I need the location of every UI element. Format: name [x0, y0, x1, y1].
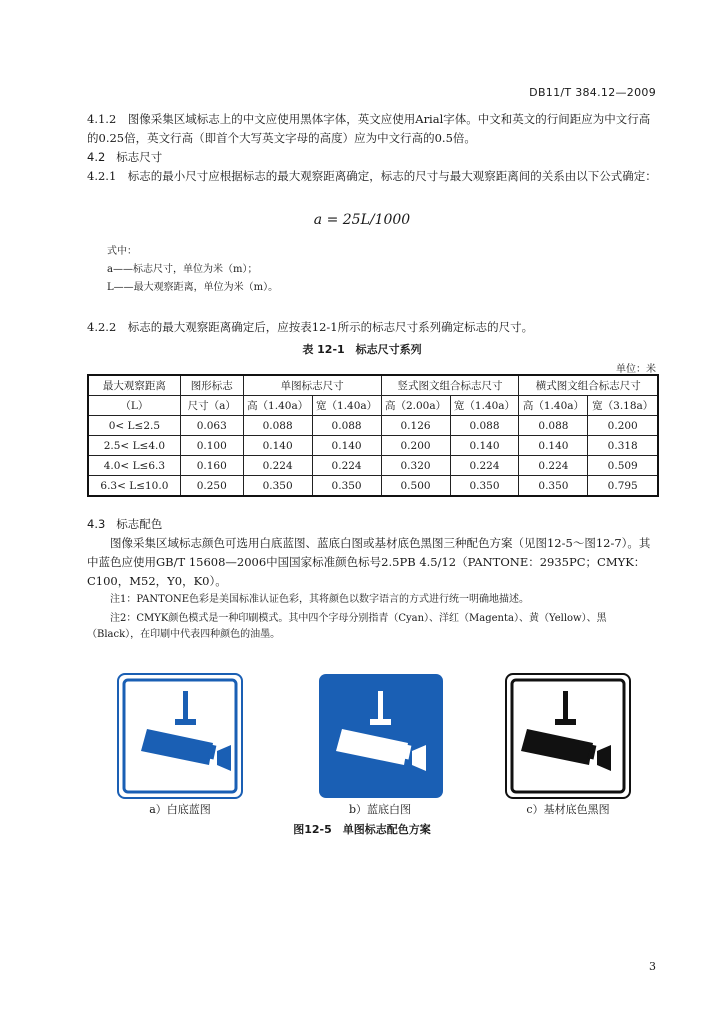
- table-row: [88, 416, 658, 436]
- header-cell: 高（1.40a）: [243, 396, 312, 416]
- table-row: [88, 476, 658, 497]
- header-cell: 高（2.00a）: [381, 396, 450, 416]
- table-cell: 0.350: [519, 476, 588, 497]
- section-4-3-heading: [87, 515, 659, 534]
- table-cell: 0.350: [312, 476, 381, 497]
- table-cell: 0.088: [450, 416, 519, 436]
- table-cell: 2.5< L≤4.0: [88, 436, 180, 456]
- header-cell: 尺寸（a）: [180, 396, 243, 416]
- table-cell: 0.160: [180, 456, 243, 476]
- table-cell: 0.250: [180, 476, 243, 497]
- table-cell: 0.200: [588, 416, 658, 436]
- table-cell: 0.126: [381, 416, 450, 436]
- header-cell: 图形标志: [180, 375, 243, 396]
- table-cell: 0.063: [180, 416, 243, 436]
- table-cell: 0.224: [519, 456, 588, 476]
- table-header-row: [88, 375, 658, 396]
- figure-caption-c: c）基材底色黑图: [526, 803, 610, 816]
- table-unit: 单位：米: [616, 364, 656, 375]
- table-cell: 0.140: [519, 436, 588, 456]
- document-id: DB11/T 384.12—2009: [529, 86, 656, 99]
- table-header-row: [88, 396, 658, 416]
- table-cell: 0.088: [312, 416, 381, 436]
- table-row: [88, 456, 658, 476]
- table-cell: 4.0< L≤6.3: [88, 456, 180, 476]
- figure-caption-a: a）白底蓝图: [149, 803, 211, 816]
- note-2: 注2：CMYK颜色模式是一种印刷模式。其中四个字母分别指青（Cyan）、洋红（Magenta）、黄（Yellow）、黑（Black），在印刷中代表四种颜色的油墨。: [87, 613, 607, 640]
- table-cell: 0.350: [450, 476, 519, 497]
- table-cell: 0.224: [450, 456, 519, 476]
- table-cell: 0.088: [243, 416, 312, 436]
- section-title: 标志配色: [116, 517, 163, 531]
- table-cell: 0.350: [243, 476, 312, 497]
- table-cell: 0.500: [381, 476, 450, 497]
- figure-title: 图12-5 单图标志配色方案: [293, 823, 431, 836]
- section-title: 标志尺寸: [116, 150, 163, 164]
- paragraph-4-1-2: 4.1.2 图像采集区域标志上的中文应使用黑体字体，英文应使用Arial字体。中文和英文的行间距应为中文行高的0.25倍，英文行高（即首个大写英文字母的高度）应为中文行高的0.5倍。: [87, 112, 651, 145]
- where-L: L——最大观察距离，单位为米（m）。: [107, 282, 279, 293]
- header-cell: （L）: [88, 396, 180, 416]
- table-cell: 6.3< L≤10.0: [88, 476, 180, 497]
- paragraph-4-3: 图像采集区域标志颜色可选用白底蓝图、蓝底白图或基材底色黑图三种配色方案（见图12-5～图12-7）。其中蓝色应使用GB/T 15608—2006中国国家标准颜色标号2.5PB 4.5/12（PANTONE：2935PC；CMYK：C100，M52，Y0，K0）。: [87, 536, 651, 588]
- header-cell: 高（1.40a）: [519, 396, 588, 416]
- table-cell: 0.224: [312, 456, 381, 476]
- table-cell: 0.140: [312, 436, 381, 456]
- paragraph-4-2-1: 4.2.1 标志的最小尺寸应根据标志的最大观察距离确定，标志的尺寸与最大观察距离间的关系由以下公式确定：: [87, 169, 657, 183]
- header-cell: 宽（1.40a）: [450, 396, 519, 416]
- table-title: 表 12-1 标志尺寸系列: [302, 343, 422, 356]
- table-cell: 0.509: [588, 456, 658, 476]
- camera-sign-white-blue: [117, 673, 243, 799]
- table-cell: 0.224: [243, 456, 312, 476]
- header-cell: 宽（1.40a）: [312, 396, 381, 416]
- section-4-2-heading: [87, 148, 659, 167]
- header-cell: 竖式图文组合标志尺寸: [381, 375, 519, 396]
- table-row: [88, 436, 658, 456]
- where-label: 式中：: [107, 246, 137, 257]
- figure-caption-b: b）蓝底白图: [348, 803, 412, 816]
- table-cell: 0.088: [519, 416, 588, 436]
- table-cell: 0.140: [450, 436, 519, 456]
- size-table: [87, 374, 659, 497]
- where-a: a——标志尺寸，单位为米（m）；: [107, 264, 258, 275]
- section-number: 4.2: [87, 150, 106, 164]
- table-cell: 0.140: [243, 436, 312, 456]
- header-cell: 单图标志尺寸: [243, 375, 381, 396]
- table-cell: 0< L≤2.5: [88, 416, 180, 436]
- table-cell: 0.200: [381, 436, 450, 456]
- paragraph-4-2-2: 4.2.2 标志的最大观察距离确定后，应按表12-1所示的标志尺寸系列确定标志的尺寸。: [87, 320, 534, 334]
- header-cell: 宽（3.18a）: [588, 396, 658, 416]
- table-cell: 0.320: [381, 456, 450, 476]
- camera-sign-black: [505, 673, 631, 799]
- camera-sign-blue-white: [318, 673, 444, 799]
- header-cell: 横式图文组合标志尺寸: [519, 375, 658, 396]
- table-cell: 0.795: [588, 476, 658, 497]
- section-number: 4.3: [87, 517, 106, 531]
- formula: a = 25L/1000: [313, 212, 411, 228]
- note-1: 注1：PANTONE色彩是美国标准认证色彩，其将颜色以数字语言的方式进行统一明确地描述。: [110, 594, 530, 605]
- table-cell: 0.318: [588, 436, 658, 456]
- page-number: 3: [649, 960, 656, 973]
- table-cell: 0.100: [180, 436, 243, 456]
- header-cell: 最大观察距离: [88, 375, 180, 396]
